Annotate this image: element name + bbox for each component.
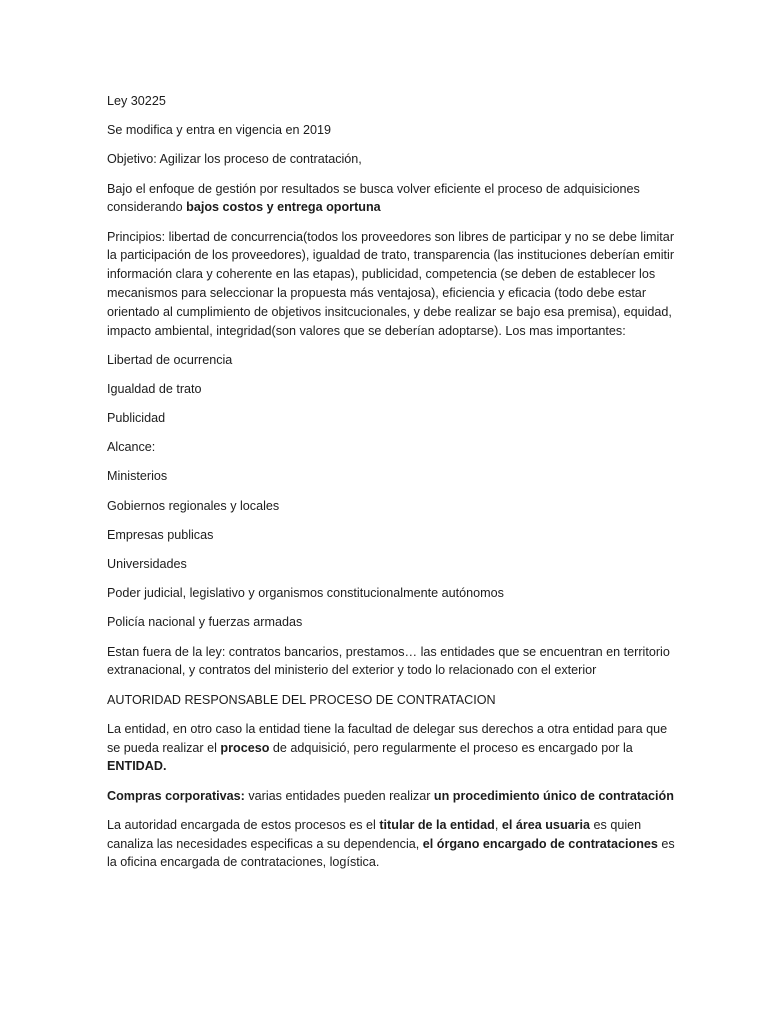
text-run: Objetivo: Agilizar los proceso de contratación,: [107, 152, 362, 167]
text-run: Poder judicial, legislativo y organismos constitucionalmente autónomos: [107, 586, 504, 601]
paragraph-approach: [107, 180, 682, 218]
text-run: es la oficina encargada de contrataciones, logística.: [107, 836, 675, 870]
text-run: La entidad, en otro caso la entidad tiene la facultad de delegar sus derechos a otra entidad para que se pueda realizar el: [107, 721, 668, 755]
paragraph-principles: [107, 228, 682, 341]
text-run: ,: [494, 817, 502, 832]
paragraph-exclusions: [107, 643, 682, 681]
bold-text-run: Compras corporativas:: [107, 788, 245, 803]
paragraph-principle-1: [107, 351, 682, 370]
paragraph-objective: [107, 150, 682, 169]
document-page: [107, 92, 682, 883]
bold-text-run: un procedimiento único de contratación: [433, 788, 674, 803]
paragraph-authority-body: [107, 720, 682, 776]
text-run: es quien canaliza las necesidades especificas a su dependencia,: [107, 817, 642, 851]
bold-text-run: proceso: [220, 740, 270, 755]
text-run: La autoridad encargada de estos procesos es el: [107, 817, 380, 832]
paragraph-principle-2: [107, 380, 682, 399]
text-run: Alcance:: [107, 440, 156, 455]
text-run: Bajo el enfoque de gestión por resultados se busca volver eficiente el proceso de adquisiciones considerando: [107, 181, 640, 215]
text-run: Gobiernos regionales y locales: [107, 498, 280, 513]
paragraph-authority-heading: [107, 691, 682, 710]
bold-text-run: el órgano encargado de contrataciones: [422, 836, 658, 851]
paragraph-corporate-purchases: [107, 787, 682, 806]
text-run: Principios: libertad de concurrencia(todos los proveedores son libres de participar y no se debe limitar la participación de los proveedores), igualdad de trato, transparencia (las instituciones deberían emitir información clara y coherente en las etapas), publicidad, competencia (se deben de establecer los mecanismos para seleccionar la propuesta más ventajosa), eficiencia y eficacia (todo debe estar orientado al cumplimiento de objetivos insitcucionales, y debe realizar se bajo esa premisa), equidad, impacto ambiental, integridad(son valores que se deberían adoptarse). Los mas importantes:: [107, 229, 675, 338]
text-run: Policía nacional y fuerzas armadas: [107, 615, 303, 630]
paragraph-scope-6: [107, 613, 682, 632]
paragraph-scope-heading: [107, 438, 682, 457]
paragraph-scope-5: [107, 584, 682, 603]
text-run: de adquisició, pero regularmente el proceso es encargado por la: [269, 740, 633, 755]
bold-text-run: el área usuaria: [501, 817, 591, 832]
text-run: Se modifica y entra en vigencia en 2019: [107, 123, 332, 138]
bold-text-run: titular de la entidad: [379, 817, 495, 832]
text-run: Publicidad: [107, 411, 166, 426]
paragraph-scope-4: [107, 555, 682, 574]
paragraph-principle-3: [107, 409, 682, 428]
paragraph-scope-3: [107, 526, 682, 545]
text-run: Estan fuera de la ley: contratos bancarios, prestamos… las entidades que se encuentran en territorio extranacional, y contratos del ministerio del exterior y todo lo relacionado con el exterior: [107, 644, 670, 678]
bold-text-run: bajos costos y entrega oportuna: [186, 200, 381, 215]
paragraph-modification: [107, 121, 682, 140]
text-run: Igualdad de trato: [107, 381, 202, 396]
text-run: Empresas publicas: [107, 527, 214, 542]
paragraph-scope-2: [107, 497, 682, 516]
bold-text-run: ENTIDAD.: [107, 759, 167, 774]
text-run: Universidades: [107, 557, 187, 572]
text-run: Libertad de ocurrencia: [107, 352, 233, 367]
text-run: Ministerios: [107, 469, 168, 484]
paragraph-authority-roles: [107, 816, 682, 872]
text-run: Ley 30225: [107, 94, 166, 108]
text-run: AUTORIDAD RESPONSABLE DEL PROCESO DE CONTRATACION: [107, 692, 496, 707]
paragraph-scope-1: [107, 467, 682, 486]
text-run: varias entidades pueden realizar: [244, 788, 434, 803]
paragraph-title: [107, 92, 682, 111]
